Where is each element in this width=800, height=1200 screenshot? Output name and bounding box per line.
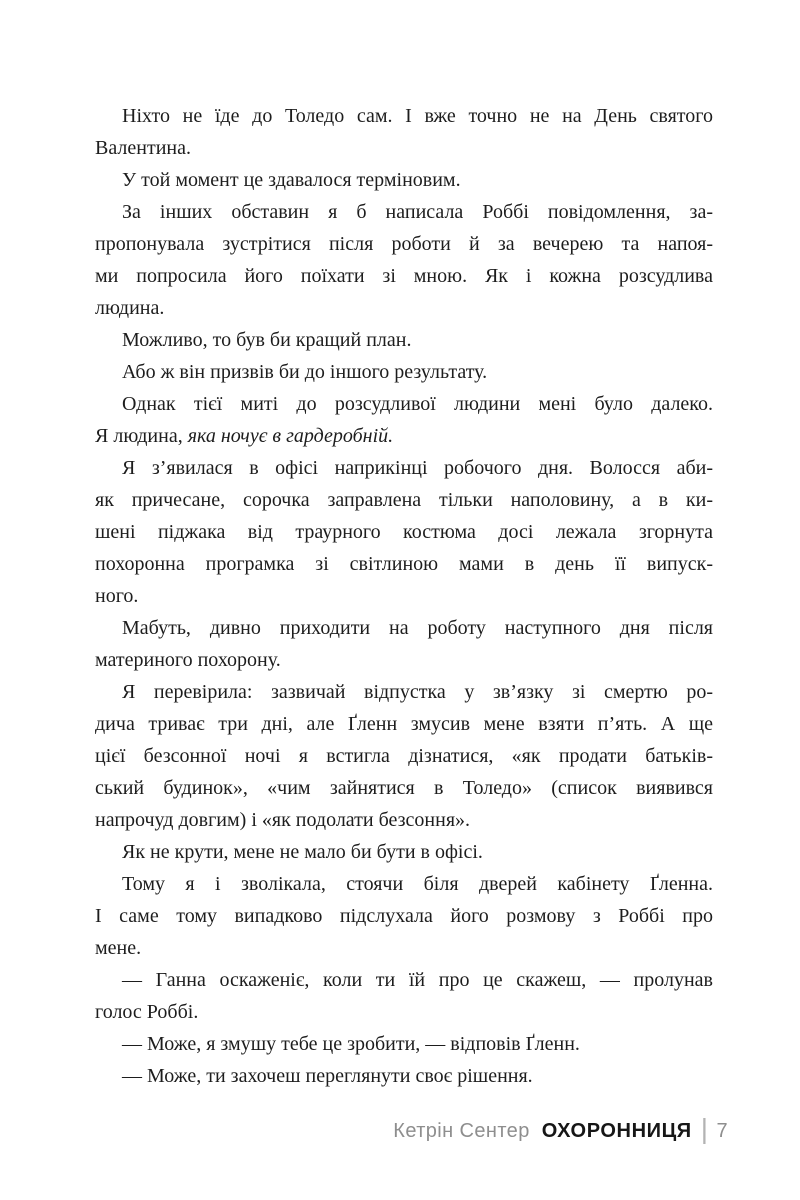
footer-separator: | — [700, 1113, 709, 1144]
text-segment: як причесане, сорочка заправлена тільки наполовину, а в ки- — [95, 489, 713, 511]
text-segment: ного. — [95, 585, 139, 607]
text-line — [95, 548, 713, 580]
text-segment: Або ж він призвів би до іншого результату. — [122, 361, 488, 383]
text-segment: цієї безсонної ночі я встигла дізнатися, «як продати батьків- — [95, 745, 713, 767]
text-line — [95, 1028, 713, 1060]
text-line — [95, 388, 713, 420]
text-line — [95, 196, 713, 228]
text-line — [95, 836, 713, 868]
text-segment: І саме тому випадково підслухала його розмову з Роббі про — [95, 905, 713, 927]
text-segment: У той момент це здавалося терміновим. — [122, 169, 461, 191]
text-line — [95, 900, 713, 932]
text-segment: голос Роббі. — [95, 1001, 199, 1023]
text-segment: Я з’явилася в офісі наприкінці робочого дня. Волосся аби- — [122, 457, 713, 479]
text-line — [95, 228, 713, 260]
text-line — [95, 580, 713, 612]
text-line — [95, 740, 713, 772]
body-text — [95, 100, 713, 1092]
text-segment: похоронна програмка зі світлиною мами в день її випуск- — [95, 553, 713, 575]
page-footer — [393, 1113, 728, 1145]
text-line — [95, 964, 713, 996]
text-segment: ський будинок», «чим зайнятися в Толедо» (список виявився — [95, 777, 713, 799]
text-line — [95, 612, 713, 644]
text-segment: За інших обставин я б написала Роббі повідомлення, за- — [122, 201, 713, 223]
text-segment: Можливо, то був би кращий план. — [122, 329, 412, 351]
text-line — [95, 100, 713, 132]
text-segment: Однак тієї миті до розсудливої людини мені було далеко. — [122, 393, 713, 415]
text-line — [95, 164, 713, 196]
text-line — [95, 868, 713, 900]
text-segment: — Може, ти захочеш переглянути своє рішення. — [122, 1065, 533, 1087]
text-segment: Валентина. — [95, 137, 191, 159]
text-segment: — Ганна оскаженіє, коли ти їй про це скажеш, — пролунав — [122, 969, 713, 991]
text-line — [95, 132, 713, 164]
text-line — [95, 516, 713, 548]
text-line — [95, 676, 713, 708]
text-segment: Тому я і зволікала, стоячи біля дверей кабінету Ґленна. — [122, 873, 713, 895]
text-line — [95, 772, 713, 804]
text-segment: шені піджака від траурного костюма досі лежала згорнута — [95, 521, 713, 543]
text-line — [95, 356, 713, 388]
text-line — [95, 996, 713, 1028]
text-segment: пропонувала зустрітися після роботи й за вечерею та напоя- — [95, 233, 713, 255]
text-segment: людина. — [95, 297, 165, 319]
text-line — [95, 260, 713, 292]
text-segment: мене. — [95, 937, 142, 959]
text-line — [95, 420, 713, 452]
text-segment: ми попросила його поїхати зі мною. Як і кожна розсудлива — [95, 265, 713, 287]
text-line — [95, 1060, 713, 1092]
italic-text-segment: яка ночує в гардеробній. — [187, 425, 394, 447]
text-segment: Я перевірила: зазвичай відпустка у зв’язку зі смертю ро- — [122, 681, 713, 703]
text-line — [95, 932, 713, 964]
text-segment: напрочуд довгим) і «як подолати безсоння». — [95, 809, 471, 831]
text-segment: Мабуть, дивно приходити на роботу наступного дня після — [122, 617, 713, 639]
text-line — [95, 324, 713, 356]
footer-book-title: ОХОРОННИЦЯ — [541, 1119, 692, 1142]
text-line — [95, 484, 713, 516]
text-segment: материного похорону. — [95, 649, 281, 671]
text-line — [95, 452, 713, 484]
footer-page-number: 7 — [716, 1119, 728, 1142]
text-segment: дича триває три дні, але Ґленн змусив мене взяти п’ять. А ще — [95, 713, 713, 735]
footer-author-name: Кетрін Сентер — [393, 1119, 530, 1142]
text-line — [95, 708, 713, 740]
text-line — [95, 804, 713, 836]
text-segment: Ніхто не їде до Толедо сам. І вже точно не на День святого — [122, 105, 713, 127]
text-segment: Як не крути, мене не мало би бути в офісі. — [122, 841, 483, 863]
text-segment: — Може, я змушу тебе це зробити, — відповів Ґленн. — [122, 1033, 580, 1055]
text-line — [95, 644, 713, 676]
text-line — [95, 292, 713, 324]
text-segment: Я людина, — [95, 425, 188, 447]
